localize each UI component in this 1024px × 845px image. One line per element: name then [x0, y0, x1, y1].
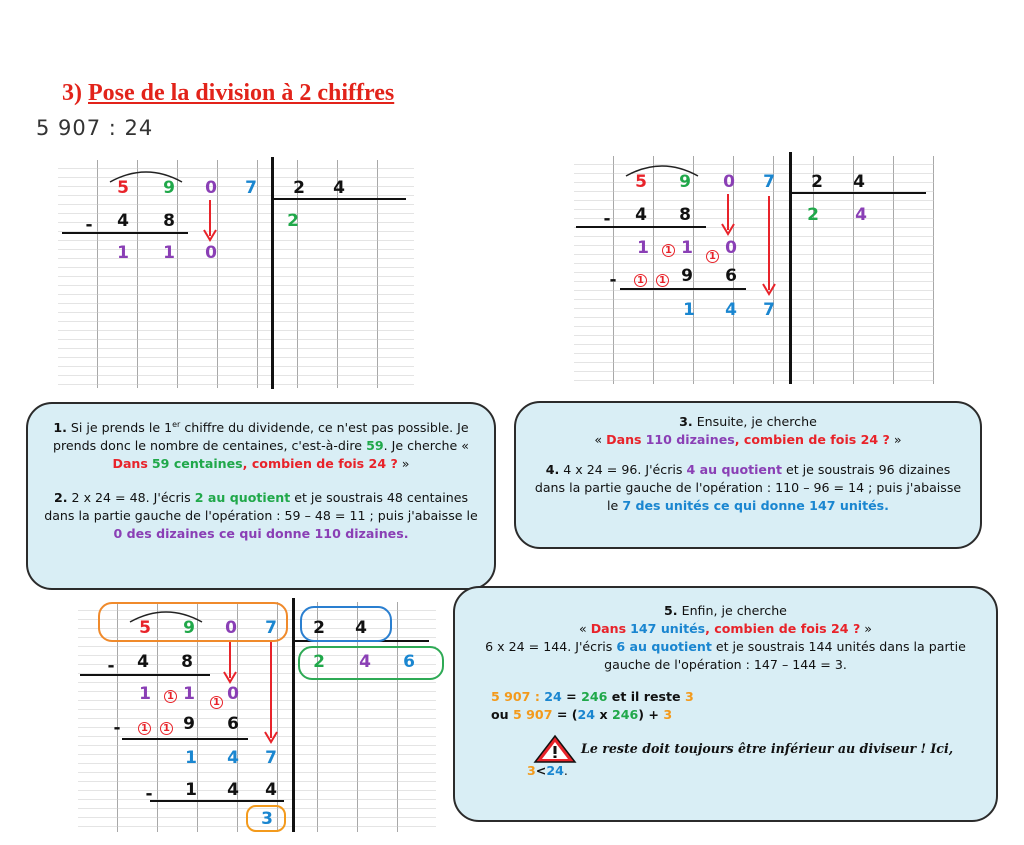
highlight-dans: Dans — [112, 456, 148, 472]
partial-digit: 4 — [227, 748, 239, 768]
subtrahend-digit: 1 — [185, 780, 197, 800]
dividend-digit: 7 — [265, 618, 277, 638]
dividend-digit: 9 — [163, 178, 175, 198]
bring-down-arrow — [222, 640, 238, 684]
step-3-paragraph — [532, 413, 964, 449]
dividend-digit: 7 — [245, 178, 257, 198]
dividend-digit: 0 — [723, 172, 735, 192]
subtrahend-digit: 8 — [163, 211, 175, 231]
quotient-digit: 2 — [287, 211, 299, 231]
highlight-dans: Dans — [590, 621, 627, 636]
value: < — [535, 763, 547, 778]
text: . Je cherche « — [383, 438, 469, 454]
partial-digit: 1 — [163, 243, 175, 263]
minus-sign: - — [609, 270, 617, 290]
highlight-dans: Dans — [606, 432, 642, 447]
highlight-quotient: 2 au quotient — [194, 490, 291, 506]
partial-digit: 1 — [681, 238, 693, 258]
highlight-combien: , combien de fois 24 ? — [705, 621, 861, 636]
step-number: 3. — [679, 414, 693, 429]
value: : — [530, 689, 545, 704]
step-number: 5. — [664, 603, 678, 618]
highlight-59: 59 — [366, 438, 384, 454]
dividend-digit: 0 — [225, 618, 237, 638]
dividend-digit: 5 — [139, 618, 151, 638]
value: 24 — [544, 689, 562, 704]
dividend-digit: 7 — [763, 172, 775, 192]
section-heading-text: Pose de la division à 2 chiffres — [88, 80, 395, 106]
bring-down-arrow — [761, 194, 777, 296]
divisor-digit: 4 — [333, 178, 345, 198]
partial-digit: 1 — [183, 684, 195, 704]
quotient-digit: 2 — [807, 205, 819, 225]
value: 3 — [527, 763, 536, 778]
subtrahend-digit: 4 — [137, 652, 149, 672]
bring-down-arrow — [720, 192, 736, 236]
operation-statement: 5 907 : 24 — [36, 116, 154, 140]
carry-mark: 1 — [706, 250, 719, 263]
carry-mark: 1 — [160, 722, 173, 735]
divisor-digit: 4 — [355, 618, 367, 638]
remainder-digit: 3 — [261, 809, 273, 829]
division-horizontal-bar — [274, 198, 406, 200]
bring-down-arrow — [202, 198, 218, 242]
subtrahend-digit: 4 — [265, 780, 277, 800]
value: 24 — [577, 707, 596, 722]
warning-icon — [533, 734, 577, 764]
step-number: 4. — [545, 462, 560, 477]
subtrahend-digit: 4 — [117, 211, 129, 231]
dividend-digit: 5 — [117, 178, 129, 198]
subtrahend-digit: 9 — [681, 266, 693, 286]
explanation-box-steps-1-2 — [26, 402, 496, 590]
partial-digit: 1 — [117, 243, 129, 263]
subtrahend-digit: 4 — [635, 205, 647, 225]
subtraction-line — [150, 800, 284, 802]
value: 5 907 — [513, 707, 553, 722]
text: Si je prends le 1 — [66, 420, 173, 436]
value: 246 — [611, 707, 639, 722]
text: » — [889, 432, 902, 447]
step-5-paragraph — [477, 602, 974, 674]
text: Ensuite, je cherche — [692, 414, 817, 429]
warning-text: Le reste doit toujours être inférieur au diviseur ! Ici, — [581, 741, 954, 756]
subtrahend-digit: 9 — [183, 714, 195, 734]
division-vertical-bar — [292, 598, 295, 832]
division-horizontal-bar — [792, 192, 926, 194]
value: 3 — [684, 689, 694, 704]
highlight-147-unites: 147 unités — [630, 621, 706, 636]
minus-sign: - — [145, 784, 153, 804]
value: ou — [491, 707, 514, 722]
highlight-110-dizaines: 110 dizaines — [645, 432, 735, 447]
minus-sign: - — [113, 718, 121, 738]
text: 4 x 24 = 96. J'écris — [559, 462, 687, 477]
step-2-paragraph — [44, 489, 478, 543]
subtrahend-digit: 4 — [227, 780, 239, 800]
partial-digit: 0 — [725, 238, 737, 258]
step-1-paragraph — [44, 416, 478, 473]
bring-down-arrow — [263, 640, 279, 744]
carry-mark: 1 — [138, 722, 151, 735]
highlight-59-centaines: 59 centaines — [151, 456, 243, 472]
text: » — [397, 456, 410, 472]
subtrahend-digit: 8 — [679, 205, 691, 225]
highlight-quotient: 4 au quotient — [686, 462, 782, 477]
value: . — [563, 763, 568, 778]
section-title — [62, 80, 394, 107]
divisor-digit: 2 — [313, 618, 325, 638]
text: et je soustrais 144 unités dans la partie gauche de l'opération : 147 – 144 = 3. — [604, 639, 966, 672]
partial-digit: 0 — [227, 684, 239, 704]
highlight-unites: 7 des unités ce qui donne 147 unités. — [622, 498, 889, 513]
minus-sign: - — [107, 656, 115, 676]
partial-digit: 1 — [185, 748, 197, 768]
text: et je soustrais 48 centaines dans la partie gauche de l'opération : 59 – 48 = 11 ; puis j'abaisse le — [44, 490, 478, 524]
minus-sign: - — [85, 215, 93, 235]
quotient-digit: 4 — [855, 205, 867, 225]
subtraction-line — [122, 738, 248, 740]
step-number: 1. — [53, 420, 67, 436]
divisor-digit: 2 — [293, 178, 305, 198]
value: 24 — [546, 763, 564, 778]
superscript: er — [172, 420, 181, 429]
result-line-2 — [491, 706, 974, 724]
dividend-digit: 9 — [183, 618, 195, 638]
text: « — [594, 432, 607, 447]
subtrahend-digit: 6 — [725, 266, 737, 286]
highlight-dizaines: 0 des dizaines ce qui donne 110 dizaines. — [113, 526, 409, 542]
subtraction-line — [620, 288, 746, 290]
divisor-digit: 4 — [853, 172, 865, 192]
partial-digit: 4 — [725, 300, 737, 320]
text: « — [579, 621, 591, 636]
division-vertical-bar — [789, 152, 792, 384]
text: et je soustrais 96 dizaines dans la partie gauche de l'opération : 110 – 96 = 14 ; puis j'abaisse le — [534, 462, 962, 513]
partial-digit: 1 — [637, 238, 649, 258]
value: ) + — [638, 707, 664, 722]
step-number: 2. — [53, 490, 68, 506]
subtrahend-digit: 6 — [227, 714, 239, 734]
carry-mark: 1 — [164, 690, 177, 703]
result-line-1 — [491, 688, 974, 706]
section-number: 3) — [62, 80, 82, 106]
value: = — [561, 689, 582, 704]
explanation-box-step-5 — [453, 586, 998, 822]
dividend-digit: 5 — [635, 172, 647, 192]
carry-mark: 1 — [662, 244, 675, 257]
quotient-digit: 6 — [403, 652, 415, 672]
dividend-digit: 0 — [205, 178, 217, 198]
partial-digit: 7 — [265, 748, 277, 768]
warning-note — [477, 738, 974, 782]
value: 246 — [581, 689, 608, 704]
value: 5 907 — [491, 689, 531, 704]
minus-sign: - — [603, 209, 611, 229]
result-lines — [477, 688, 974, 724]
subtrahend-digit: 8 — [181, 652, 193, 672]
highlight-combien: , combien de fois 24 ? — [734, 432, 890, 447]
highlight-combien: , combien de fois 24 ? — [242, 456, 398, 472]
value: 3 — [663, 707, 673, 722]
value: et il reste — [607, 689, 685, 704]
division-vertical-bar — [271, 157, 274, 389]
partial-digit: 7 — [763, 300, 775, 320]
explanation-box-steps-3-4 — [514, 401, 982, 549]
text: 2 x 24 = 48. J'écris — [67, 490, 195, 506]
carry-mark: 1 — [656, 274, 669, 287]
carry-mark: 1 — [210, 696, 223, 709]
partial-digit: 1 — [139, 684, 151, 704]
partial-digit: 1 — [683, 300, 695, 320]
partial-digit: 0 — [205, 243, 217, 263]
text: 6 x 24 = 144. J'écris — [485, 639, 617, 654]
value: x — [595, 707, 612, 722]
highlight-quotient: 6 au quotient — [616, 639, 712, 654]
text: Enfin, je cherche — [677, 603, 787, 618]
text: » — [860, 621, 872, 636]
quotient-digit: 4 — [359, 652, 371, 672]
step-4-paragraph — [532, 461, 964, 515]
quotient-digit: 2 — [313, 652, 325, 672]
text: chiffre du dividende, ce n'est pas possible. Je prends donc le nombre de centaines, c'est-à-dire — [52, 420, 469, 454]
value: = ( — [552, 707, 578, 722]
dividend-digit: 9 — [679, 172, 691, 192]
carry-mark: 1 — [634, 274, 647, 287]
divisor-digit: 2 — [811, 172, 823, 192]
